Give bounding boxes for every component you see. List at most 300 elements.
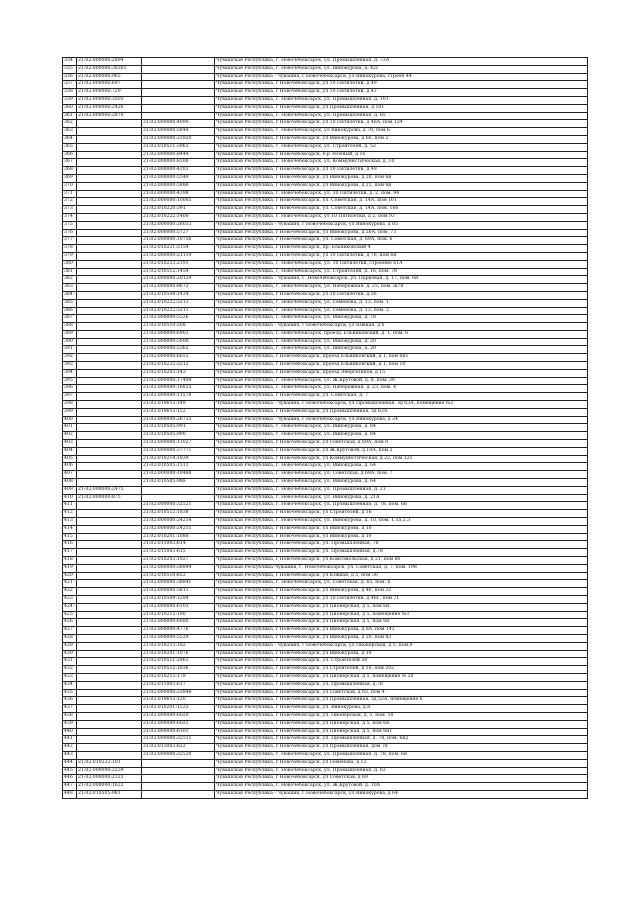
cadastral-land-cell bbox=[77, 564, 142, 572]
table-row bbox=[63, 494, 588, 502]
registry-table-body bbox=[63, 58, 588, 799]
table-row bbox=[63, 728, 588, 736]
address-cell: Чувашская Республика, г Новочебоксарск, ул Промышленная, зд 63А bbox=[215, 408, 588, 416]
cadastral-land-cell bbox=[77, 151, 142, 159]
row-number-cell: 448 bbox=[63, 790, 77, 798]
address-cell: Чувашская Республика, г Новочебоксарск, ул 10 Пятилетки, д 76, пом 6н bbox=[215, 252, 588, 260]
row-number-cell: 439 bbox=[63, 720, 77, 728]
cadastral-premises-cell: 21:02:000000:4203 bbox=[142, 167, 215, 175]
table-row bbox=[63, 611, 588, 619]
cadastral-land-cell bbox=[77, 424, 142, 432]
table-row bbox=[63, 237, 588, 245]
table-row bbox=[63, 557, 588, 565]
cadastral-premises-cell bbox=[142, 486, 215, 494]
row-number-cell: 411 bbox=[63, 502, 77, 510]
cadastral-land-cell: 21:02:000000:2870 bbox=[77, 112, 142, 120]
table-row bbox=[63, 416, 588, 424]
cadastral-premises-cell: 21:02:010512:1454 bbox=[142, 268, 215, 276]
address-cell: Чувашская Республика, г. Новочебоксарск, ул. Винокурова, д. 10, пом. 1,1а,2,3 bbox=[215, 518, 588, 526]
cadastral-land-cell bbox=[77, 557, 142, 565]
address-cell: Чувашская Республика, г Новочебоксарск, ул Винокурова, д 10 bbox=[215, 533, 588, 541]
cadastral-land-cell bbox=[77, 330, 142, 338]
row-number-cell: 361 bbox=[63, 112, 77, 120]
row-number-cell: 376 bbox=[63, 229, 77, 237]
cadastral-premises-cell bbox=[142, 104, 215, 112]
table-row bbox=[63, 159, 588, 167]
address-cell: Чувашская Республика, г Новочебоксарск, б-р Зеленый, д 16 bbox=[215, 151, 588, 159]
row-number-cell: 365 bbox=[63, 143, 77, 151]
table-row bbox=[63, 89, 588, 97]
address-cell: Чувашская Республика, г Новочебоксарск, ул. Строителей 58 bbox=[215, 658, 588, 666]
cadastral-land-cell bbox=[77, 237, 142, 245]
cadastral-premises-cell: 21:02:000000:24214 bbox=[142, 518, 215, 526]
address-cell: Чувашская Республика, г. Новочебоксарск, ул. Винокурова, д. 64 bbox=[215, 463, 588, 471]
row-number-cell: 442 bbox=[63, 744, 77, 752]
cadastral-land-cell bbox=[77, 323, 142, 331]
cadastral-premises-cell: 21:02:011003:615 bbox=[142, 549, 215, 557]
address-cell: Чувашская Республика, г. Новочебоксарск, ул. Винокурова, д. 20 bbox=[215, 346, 588, 354]
row-number-cell: 425 bbox=[63, 611, 77, 619]
cadastral-premises-cell: 21:02:000000:11578 bbox=[142, 393, 215, 401]
row-number-cell: 372 bbox=[63, 198, 77, 206]
address-cell: Чувашская Республика, г Новочебоксарск, ул Пионерская, д 5, помещение № 20 bbox=[215, 673, 588, 681]
table-row bbox=[63, 627, 588, 635]
row-number-cell: 443 bbox=[63, 751, 77, 759]
table-row bbox=[63, 424, 588, 432]
address-cell: Чувашская Республика, г. Новочебоксарск, ул. Промышленная, д. 73А bbox=[215, 58, 588, 66]
row-number-cell: 434 bbox=[63, 681, 77, 689]
row-number-cell: 403 bbox=[63, 440, 77, 448]
row-number-cell: 335 bbox=[63, 65, 77, 73]
row-number-cell: 339 bbox=[63, 96, 77, 104]
row-number-cell: 388 bbox=[63, 323, 77, 331]
cadastral-land-cell bbox=[77, 213, 142, 221]
cadastral-land-cell: 21:02:000000:2426 bbox=[77, 104, 142, 112]
table-row bbox=[63, 229, 588, 237]
cadastral-premises-cell: 21:02:010203:1027 bbox=[142, 557, 215, 565]
cadastral-land-cell bbox=[77, 705, 142, 713]
cadastral-premises-cell: 21:02:000000:21119 bbox=[142, 252, 215, 260]
document-page bbox=[62, 57, 588, 799]
address-cell: Чувашская Республика, г Новочебоксарск, ул Винокурова, д 26А, пом. 73 bbox=[215, 229, 588, 237]
cadastral-premises-cell: 21:02:000000:5844 bbox=[142, 128, 215, 136]
table-row bbox=[63, 525, 588, 533]
row-number-cell: 375 bbox=[63, 221, 77, 229]
cadastral-land-cell bbox=[77, 190, 142, 198]
row-number-cell: 410 bbox=[63, 494, 77, 502]
row-number-cell: 398 bbox=[63, 401, 77, 409]
cadastral-premises-cell: 21:02:011003:614 bbox=[142, 541, 215, 549]
cadastral-land-cell: 21:02:000000:2239 bbox=[77, 767, 142, 775]
address-cell: Чувашская Республика, г Новочебоксарск, ул. Промышленная, д.78 bbox=[215, 549, 588, 557]
table-row bbox=[63, 775, 588, 783]
cadastral-land-cell: 21:02:000000:2475 bbox=[77, 486, 142, 494]
table-row bbox=[63, 533, 588, 541]
cadastral-premises-cell: 21:02:010512:1836 bbox=[142, 666, 215, 674]
address-cell: Чувашская Республика, г Новочебоксарск, ул Пионерская, д 5, пом 6н bbox=[215, 720, 588, 728]
address-cell: Чувашская Республика, г Новочебоксарск, проезд Ельниковский, д 1, пом 10 bbox=[215, 362, 588, 370]
cadastral-premises-cell: 21:02:010509:1294 bbox=[142, 595, 215, 603]
address-cell: Чувашская Республика, г Новочебоксарск, ул Винокурова, д 6А, пом 142 bbox=[215, 627, 588, 635]
address-cell: Чувашская Республика, г. Новочебоксарск, ул. Коммунистическая, д. 10 bbox=[215, 159, 588, 167]
table-row bbox=[63, 642, 588, 650]
cadastral-premises-cell: 21:02:010505:988 bbox=[142, 479, 215, 487]
address-cell: Чувашская Республика, г. Новочебоксарск, ул. Набережная, д. 25, пом. ш78 bbox=[215, 284, 588, 292]
table-row bbox=[63, 315, 588, 323]
cadastral-land-cell bbox=[77, 260, 142, 268]
row-number-cell: 438 bbox=[63, 712, 77, 720]
table-row bbox=[63, 330, 588, 338]
cadastral-premises-cell: 21:02:010505:1511 bbox=[142, 463, 215, 471]
cadastral-land-cell bbox=[77, 128, 142, 136]
row-number-cell: 383 bbox=[63, 284, 77, 292]
row-number-cell: 444 bbox=[63, 759, 77, 767]
address-cell: Чувашская Республика, г. Новочебоксарск, ул. Винокурова, д. 42Г bbox=[215, 65, 588, 73]
row-number-cell: 373 bbox=[63, 206, 77, 214]
row-number-cell: 429 bbox=[63, 642, 77, 650]
cadastral-premises-cell bbox=[142, 783, 215, 791]
cadastral-premises-cell: 21:02:000000:5727 bbox=[142, 229, 215, 237]
cadastral-land-cell bbox=[77, 299, 142, 307]
cadastral-premises-cell: 21:02:000000:6651 bbox=[142, 354, 215, 362]
row-number-cell: 422 bbox=[63, 588, 77, 596]
table-row bbox=[63, 252, 588, 260]
table-row bbox=[63, 744, 588, 752]
address-cell: Чувашская Республика, г Новочебоксарск, ул Промышленная, зд.53А, помещение 6 bbox=[215, 697, 588, 705]
cadastral-land-cell bbox=[77, 416, 142, 424]
row-number-cell: 337 bbox=[63, 81, 77, 89]
table-row bbox=[63, 377, 588, 385]
cadastral-land-cell bbox=[77, 471, 142, 479]
row-number-cell: 427 bbox=[63, 627, 77, 635]
cadastral-land-cell bbox=[77, 346, 142, 354]
address-cell: Чувашская Республика, г Новочебоксарск, ул Южная, д 5, пом 30 bbox=[215, 572, 588, 580]
cadastral-land-cell bbox=[77, 479, 142, 487]
row-number-cell: 441 bbox=[63, 736, 77, 744]
cadastral-premises-cell: 21:02:000000:8300 bbox=[142, 159, 215, 167]
table-row bbox=[63, 697, 588, 705]
cadastral-premises-cell: 21:02:000000:11027 bbox=[142, 440, 215, 448]
table-row bbox=[63, 455, 588, 463]
address-cell: Чувашская Республика, г Новочебоксарск, ул. Советская, д. 69А, пом. 6 bbox=[215, 237, 588, 245]
cadastral-premises-cell: 21:02:000000:16835 bbox=[142, 385, 215, 393]
table-row bbox=[63, 510, 588, 518]
table-row bbox=[63, 276, 588, 284]
cadastral-land-cell bbox=[77, 611, 142, 619]
table-row bbox=[63, 619, 588, 627]
table-row bbox=[63, 128, 588, 136]
table-row bbox=[63, 135, 588, 143]
row-number-cell: 419 bbox=[63, 564, 77, 572]
cadastral-premises-cell: 21:02:000000:10756 bbox=[142, 237, 215, 245]
address-cell: Чувашская Республика, г. Новочебоксарск, ул. Промышленная, д. 101 bbox=[215, 96, 588, 104]
table-row bbox=[63, 549, 588, 557]
cadastral-land-cell bbox=[77, 525, 142, 533]
row-number-cell: 447 bbox=[63, 783, 77, 791]
address-cell: Чувашская Республика, г. Новочебоксарск, ул. Промышленная, д. 65 bbox=[215, 112, 588, 120]
cadastral-land-cell bbox=[77, 712, 142, 720]
cadastral-premises-cell: 21:02:010613:149 bbox=[142, 401, 215, 409]
row-number-cell: 396 bbox=[63, 385, 77, 393]
row-number-cell: 402 bbox=[63, 432, 77, 440]
table-row bbox=[63, 720, 588, 728]
table-row bbox=[63, 705, 588, 713]
row-number-cell: 400 bbox=[63, 416, 77, 424]
address-cell: Чувашская Республика, г. Новочебоксарск, ул. Винокурова, д. 20 bbox=[215, 338, 588, 346]
address-cell: Чувашская Республика, г Новочебоксарск, ул Пионерская, д 5, пом 6н bbox=[215, 619, 588, 627]
cadastral-premises-cell: 21:02:010201:1080 bbox=[142, 533, 215, 541]
address-cell: Чувашская Республика, г Новочебоксарск, ул Пионерская, д 5, пом 6н bbox=[215, 603, 588, 611]
row-number-cell: 395 bbox=[63, 377, 77, 385]
address-cell: Чувашская Республика, г. Новочебоксарск, ул. Винокурова, д. 78 bbox=[215, 315, 588, 323]
cadastral-land-cell bbox=[77, 666, 142, 674]
row-number-cell: 392 bbox=[63, 354, 77, 362]
cadastral-land-cell bbox=[77, 385, 142, 393]
table-row bbox=[63, 338, 588, 346]
address-cell: Чувашская Республика, г Новочебоксарск, ул Строителей, д 16 bbox=[215, 510, 588, 518]
address-cell: Чувашская Республика, г. Новочебоксарск, ул. Строителей, д. 52 bbox=[215, 143, 588, 151]
cadastral-land-cell bbox=[77, 697, 142, 705]
cadastral-land-cell bbox=[77, 751, 142, 759]
cadastral-land-cell bbox=[77, 120, 142, 128]
cadastral-premises-cell bbox=[142, 81, 215, 89]
address-cell: Чувашская Республика, г Новочебоксарск, ул Комсомольская, д 21, пом 80 bbox=[215, 557, 588, 565]
row-number-cell: 412 bbox=[63, 510, 77, 518]
cadastral-land-cell bbox=[77, 362, 142, 370]
address-cell: Чувашская Республика, г Новочебоксарск, ул Винокурова, д 20, пом 83 bbox=[215, 634, 588, 642]
table-row bbox=[63, 650, 588, 658]
address-cell: Чувашская Республика, г Новочебоксарск, ул. Советская, д. 7 bbox=[215, 393, 588, 401]
row-number-cell: 360 bbox=[63, 104, 77, 112]
row-number-cell: 408 bbox=[63, 479, 77, 487]
cadastral-land-cell bbox=[77, 291, 142, 299]
table-row bbox=[63, 751, 588, 759]
table-row bbox=[63, 408, 588, 416]
address-cell: Чувашская Республика, г Новочебоксарск, ул Семенова, д 13 bbox=[215, 759, 588, 767]
address-cell: Чувашская Республика, г Новочебоксарск, ул. Промышленная, 78 bbox=[215, 541, 588, 549]
table-row bbox=[63, 346, 588, 354]
table-row bbox=[63, 588, 588, 596]
address-cell: Чувашская Республика, г Новочебоксарск, ул 10 Пятилетки, д 46Г, пом 71 bbox=[215, 595, 588, 603]
cadastral-premises-cell: 21:02:000000:5362 bbox=[142, 346, 215, 354]
row-number-cell: 390 bbox=[63, 338, 77, 346]
table-row bbox=[63, 736, 588, 744]
address-cell: Чувашская Республика, г. Новочебоксарск, ул. 10 Пятилетки, строение 61А bbox=[215, 260, 588, 268]
row-number-cell: 418 bbox=[63, 557, 77, 565]
cadastral-land-cell bbox=[77, 603, 142, 611]
row-number-cell: 433 bbox=[63, 673, 77, 681]
table-row bbox=[63, 260, 588, 268]
table-row bbox=[63, 502, 588, 510]
address-cell: Чувашская Республика, г Новочебоксарск, ул Винокурова, д 46, пом 32 bbox=[215, 588, 588, 596]
row-number-cell: 369 bbox=[63, 174, 77, 182]
table-row bbox=[63, 479, 588, 487]
cadastral-premises-cell: 21:02:000000:6103 bbox=[142, 603, 215, 611]
table-row bbox=[63, 96, 588, 104]
cadastral-premises-cell bbox=[142, 759, 215, 767]
cadastral-land-cell bbox=[77, 198, 142, 206]
cadastral-land-cell bbox=[77, 408, 142, 416]
cadastral-land-cell bbox=[77, 206, 142, 214]
cadastral-land-cell bbox=[77, 159, 142, 167]
table-row bbox=[63, 447, 588, 455]
address-cell: Чувашская Республика, г. Новочебоксарск, проезд. Ельниковский, д. 1, пом. 6 bbox=[215, 330, 588, 338]
row-number-cell: 423 bbox=[63, 595, 77, 603]
address-cell: Чувашская Республика, г Новочебоксарск, ул Строителей, д 16, пом 202 bbox=[215, 666, 588, 674]
row-number-cell: 397 bbox=[63, 393, 77, 401]
cadastral-land-cell: 21:02:000000:3505 bbox=[77, 96, 142, 104]
address-cell: Чувашская Республика, г. Новочебоксарск, ул. Ж.Крутовой, д. 8, пом. 39 bbox=[215, 377, 588, 385]
table-row bbox=[63, 104, 588, 112]
cadastral-land-cell bbox=[77, 174, 142, 182]
row-number-cell: 446 bbox=[63, 775, 77, 783]
address-cell: Чувашская Республика, г Новочебоксарск, ул Винокурова, д 10 bbox=[215, 525, 588, 533]
address-cell: Чувашская Республика, г Новочебоксарск, ул Промышленная, дом 78 bbox=[215, 744, 588, 752]
row-number-cell: 424 bbox=[63, 603, 77, 611]
cadastral-land-cell bbox=[77, 354, 142, 362]
address-cell: Чувашская Республика, г Новочебоксарск, ул. Пионерская, д. 5, пом. 10 bbox=[215, 712, 588, 720]
row-number-cell: 387 bbox=[63, 315, 77, 323]
row-number-cell: 371 bbox=[63, 190, 77, 198]
address-cell: Чувашская Республика-Чувашия, г. Новочебоксарск, ул. Советская, д. 7, пом. 198 bbox=[215, 564, 588, 572]
address-cell: Чувашская Республика, г. Новочебоксарск, ул. Промышленная, д. 21 bbox=[215, 486, 588, 494]
cadastral-land-cell bbox=[77, 549, 142, 557]
cadastral-land-cell bbox=[77, 447, 142, 455]
table-row bbox=[63, 81, 588, 89]
table-row bbox=[63, 393, 588, 401]
cadastral-land-cell bbox=[77, 284, 142, 292]
row-number-cell: 404 bbox=[63, 447, 77, 455]
cadastral-premises-cell: 21:02:010508:1434 bbox=[142, 291, 215, 299]
address-cell: Чувашская Республика, г Новочебоксарск, ул Винокурова, д 10 bbox=[215, 650, 588, 658]
row-number-cell: 374 bbox=[63, 213, 77, 221]
table-row bbox=[63, 486, 588, 494]
cadastral-land-cell bbox=[77, 167, 142, 175]
cadastral-land-cell: 21:02:000000:729 bbox=[77, 89, 142, 97]
cadastral-premises-cell: 21:02:010511:3963 bbox=[142, 143, 215, 151]
table-row bbox=[63, 143, 588, 151]
table-row bbox=[63, 385, 588, 393]
table-row bbox=[63, 658, 588, 666]
address-cell: Чувашская Республика, г. Новочебоксарск, ул. Советская, д 69А, пом. 7 bbox=[215, 471, 588, 479]
cadastral-premises-cell: 21:02:010222:3212 bbox=[142, 362, 215, 370]
cadastral-land-cell bbox=[77, 502, 142, 510]
cadastral-premises-cell bbox=[142, 112, 215, 120]
table-row bbox=[63, 151, 588, 159]
table-row bbox=[63, 712, 588, 720]
address-cell: Чувашская Республика, г. Новочебоксарск, ул. Промышленная, д. 63 bbox=[215, 767, 588, 775]
cadastral-land-cell: 21:02:000000:1622 bbox=[77, 783, 142, 791]
address-cell: Чувашская Республика, г Новочебоксарск, ул Советская, д 69 bbox=[215, 775, 588, 783]
cadastral-land-cell bbox=[77, 276, 142, 284]
cadastral-land-cell bbox=[77, 182, 142, 190]
table-row bbox=[63, 65, 588, 73]
cadastral-land-cell bbox=[77, 463, 142, 471]
cadastral-premises-cell: 21:02:000000:38844 bbox=[142, 564, 215, 572]
cadastral-land-cell: 21:02:000000:2321 bbox=[77, 775, 142, 783]
row-number-cell: 432 bbox=[63, 666, 77, 674]
table-row bbox=[63, 198, 588, 206]
cadastral-premises-cell: 21:02:000000:20129 bbox=[142, 276, 215, 284]
row-number-cell: 366 bbox=[63, 151, 77, 159]
cadastral-land-cell: 21:02:010505:981 bbox=[77, 790, 142, 798]
row-number-cell: 415 bbox=[63, 533, 77, 541]
address-cell: Чувашская Республика - Чувашия, г Новочебоксарск, ул Винокурова, строен 44 bbox=[215, 73, 588, 81]
cadastral-land-cell bbox=[77, 518, 142, 526]
table-row bbox=[63, 221, 588, 229]
cadastral-premises-cell: 21:02:010613:152 bbox=[142, 408, 215, 416]
address-cell: Чувашская Республика, г Новочебоксарск, ул Ж.Крутовой, д 10А, пом 2 bbox=[215, 447, 588, 455]
table-row bbox=[63, 603, 588, 611]
table-row bbox=[63, 666, 588, 674]
address-cell: Чувашская Республика, г. Новочебоксарск, ул. Набережная, д. 23, пом. 4 bbox=[215, 385, 588, 393]
row-number-cell: 421 bbox=[63, 580, 77, 588]
row-number-cell: 336 bbox=[63, 73, 77, 81]
cadastral-premises-cell: 21:02:000000:5008 bbox=[142, 338, 215, 346]
address-cell: Чувашская Республика, г Новочебоксарск, ул Советская, д 65, пом 4 bbox=[215, 689, 588, 697]
address-cell: Чувашская Республика, г Новочебоксарск, ул 10 Пятилетки, д 49 bbox=[215, 81, 588, 89]
cadastral-premises-cell: 21:02:000000:4398 bbox=[142, 190, 215, 198]
row-number-cell: 382 bbox=[63, 276, 77, 284]
row-number-cell: 401 bbox=[63, 424, 77, 432]
address-cell: Чувашская Республика - Чувашия, г Новочебоксарск, ул Винокурова, д 85 bbox=[215, 221, 588, 229]
cadastral-premises-cell bbox=[142, 73, 215, 81]
cadastral-premises-cell: 21:02:010214:1839 bbox=[142, 455, 215, 463]
address-cell: Чувашская Республика, г. Новочебоксарск, ул. Винокурова, д. 64 bbox=[215, 432, 588, 440]
table-row bbox=[63, 174, 588, 182]
row-number-cell: 364 bbox=[63, 135, 77, 143]
table-row bbox=[63, 73, 588, 81]
address-cell: Чувашская Республика, г Новочебоксарск, проезд Энергетиков, д 15 bbox=[215, 369, 588, 377]
cadastral-premises-cell: 21:02:000000:17409 bbox=[142, 377, 215, 385]
table-row bbox=[63, 634, 588, 642]
cadastral-land-cell: 21:02:000000:697 bbox=[77, 81, 142, 89]
cadastral-land-cell bbox=[77, 455, 142, 463]
cadastral-land-cell bbox=[77, 642, 142, 650]
cadastral-premises-cell: 21:02:000000:4090 bbox=[142, 120, 215, 128]
row-number-cell: 407 bbox=[63, 471, 77, 479]
cadastral-premises-cell: 21:02:000000:32520 bbox=[142, 751, 215, 759]
cadastral-land-cell bbox=[77, 619, 142, 627]
registry-table bbox=[62, 57, 588, 799]
cadastral-premises-cell: 21:02:010505:990 bbox=[142, 432, 215, 440]
cadastral-premises-cell: 21:02:010223:2191 bbox=[142, 260, 215, 268]
table-row bbox=[63, 213, 588, 221]
row-number-cell: 430 bbox=[63, 650, 77, 658]
cadastral-premises-cell: 21:02:000000:33840 bbox=[142, 689, 215, 697]
cadastral-premises-cell: 21:02:010510:653 bbox=[142, 572, 215, 580]
cadastral-premises-cell: 21:02:010505:991 bbox=[142, 424, 215, 432]
cadastral-land-cell: 21:02:000000:965 bbox=[77, 73, 142, 81]
cadastral-land-cell bbox=[77, 229, 142, 237]
cadastral-land-cell: 21:02:000000:875 bbox=[77, 494, 142, 502]
cadastral-land-cell bbox=[77, 588, 142, 596]
cadastral-land-cell bbox=[77, 720, 142, 728]
cadastral-land-cell bbox=[77, 440, 142, 448]
table-row bbox=[63, 432, 588, 440]
cadastral-premises-cell: 21:02:000000:6021 bbox=[142, 720, 215, 728]
table-row bbox=[63, 268, 588, 276]
row-number-cell: 363 bbox=[63, 128, 77, 136]
address-cell: Чувашская Республика - Чувашия, г Новочебоксарск, ул Южная, д 6 bbox=[215, 323, 588, 331]
cadastral-premises-cell: 21:02:000000:8444 bbox=[142, 151, 215, 159]
table-row bbox=[63, 369, 588, 377]
table-row bbox=[63, 354, 588, 362]
table-row bbox=[63, 362, 588, 370]
address-cell: Чувашская Республика, г. Новочебоксарск, ул Винокурова, д 78, пом 6 bbox=[215, 128, 588, 136]
cadastral-land-cell bbox=[77, 627, 142, 635]
table-row bbox=[63, 245, 588, 253]
